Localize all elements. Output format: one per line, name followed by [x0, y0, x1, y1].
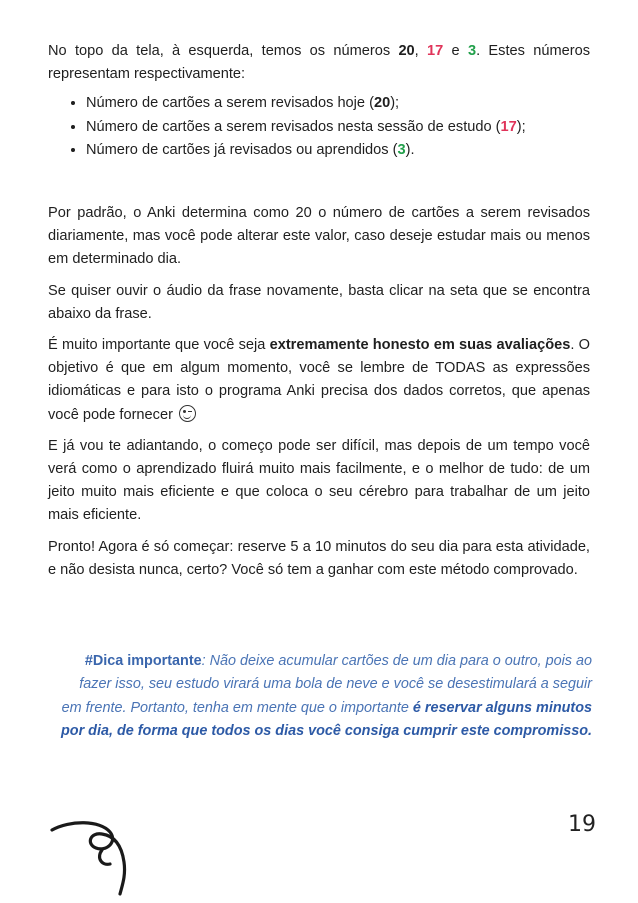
bullet-end: ).: [405, 141, 415, 158]
honesty-paragraph: [48, 334, 590, 427]
bullet-list: [48, 92, 590, 162]
audio-paragraph: Se quiser ouvir o áudio da frase novamente, basta clicar na seta que se encontra abaixo da frase.: [48, 282, 590, 322]
count-reviewed: 3: [467, 43, 477, 59]
bullet-text: Número de cartões a serem revisados hoje (: [86, 95, 374, 112]
intro-text-end: . Estes números representam respectivamente:: [48, 43, 590, 83]
tip-label: #Dica importante: [84, 653, 202, 669]
bullet-num: 3: [397, 141, 406, 158]
tip-box: [60, 650, 592, 744]
list-item: [86, 92, 590, 115]
honesty-text-end: . O objetivo é que em algum momento, você se lembre de TODAS as expressões idiomáticas e para isto o programa Anki precisa dos dados corretos, que apenas você pode fornecer: [48, 337, 590, 423]
swirl-logo-icon: [50, 818, 140, 898]
tip-text: : Não deixe acumular cartões de um dia para o outro, pois ao fazer isso, seu estudo virará uma bola de neve e você se desestimulará a seguir em frente. Portanto, tenha em mente que o importante: [61, 653, 592, 716]
honesty-text: É muito importante que você seja: [48, 337, 270, 354]
wink-emoji-icon: [179, 405, 196, 422]
ready-paragraph: Pronto! Agora é só começar: reserve 5 a 10 minutos do seu dia para esta atividade, e não desista nunca, certo? Você só tem a ganhar com este método comprovado.: [48, 538, 590, 578]
intro-sep: ,: [414, 43, 428, 59]
bullet-text: Número de cartões a serem revisados nesta sessão de estudo (: [86, 118, 501, 135]
intro-paragraph: [48, 40, 590, 86]
list-item: [86, 116, 590, 139]
tip-emphasis: é reservar alguns minutos por dia, de forma que todos os dias você consiga cumprir este compromisso.: [61, 699, 592, 740]
ahead-paragraph: E já vou te adiantando, o começo pode ser difícil, mas depois de um tempo você verá como o aprendizado fluirá muito mais facilmente, e o melhor de tudo: de um jeito muito mais eficiente e que coloca o seu cérebro para trabalhar de um jeito mais eficiente.: [48, 437, 590, 524]
bullet-text: Número de cartões já revisados ou aprendidos (: [86, 141, 398, 158]
bullet-end: );: [390, 95, 400, 112]
count-session: 17: [427, 43, 444, 59]
bullet-end: );: [516, 118, 526, 135]
intro-text: No topo da tela, à esquerda, temos os números: [48, 43, 399, 59]
intro-sep-and: e: [443, 43, 468, 59]
list-item: [86, 139, 590, 162]
count-today: 20: [398, 43, 415, 59]
default-paragraph: Por padrão, o Anki determina como 20 o número de cartões a serem revisados diariamente, mas você pode alterar este valor, caso deseje estudar mais ou menos em determinado dia.: [48, 205, 590, 268]
bullet-num: 20: [373, 95, 391, 112]
honesty-emphasis: extremamente honesto em suas avaliações: [269, 337, 571, 354]
page-content: [48, 40, 590, 590]
bullet-num: 17: [500, 118, 517, 135]
page-number: 19: [568, 812, 596, 837]
